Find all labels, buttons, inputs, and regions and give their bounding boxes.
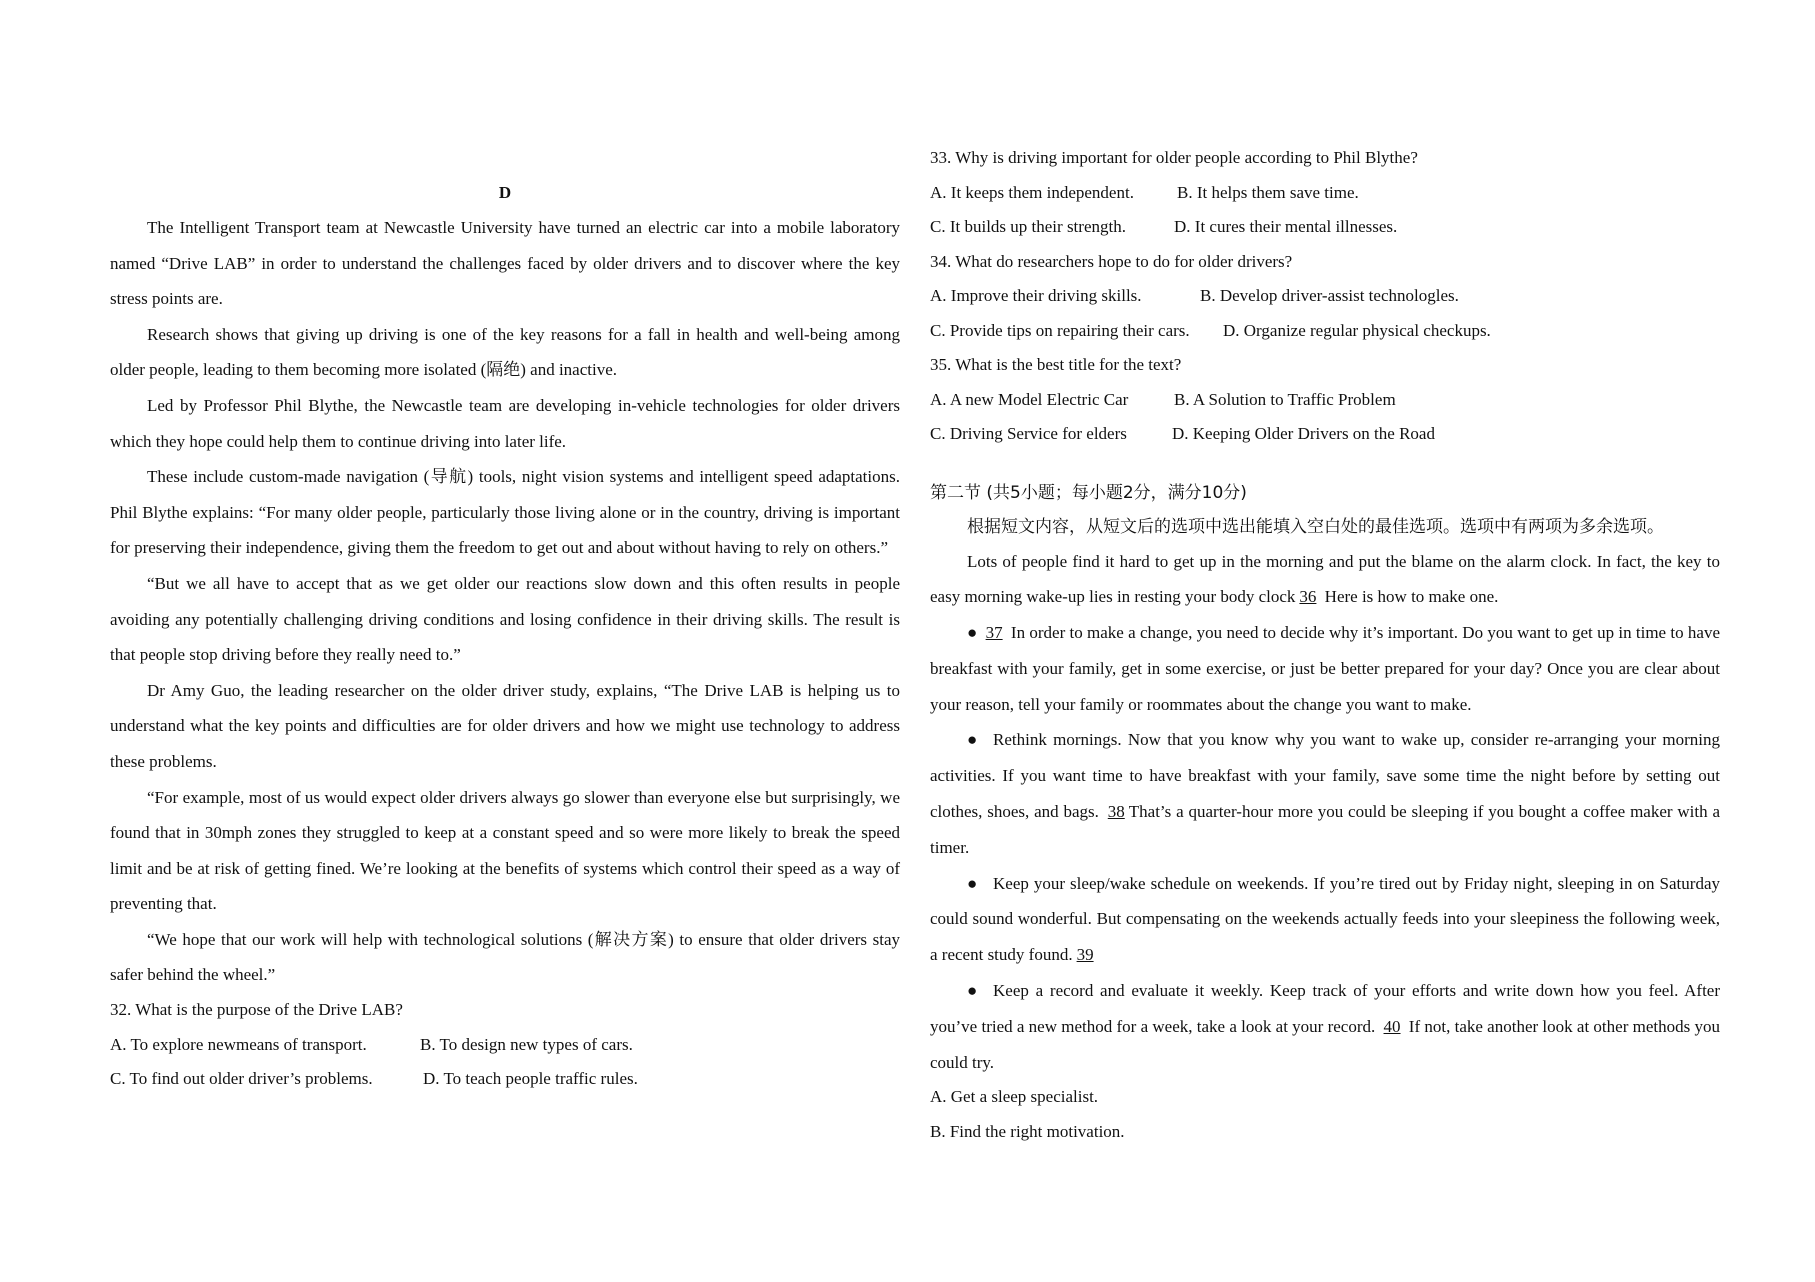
cloze-option-a: A. Get a sleep specialist. — [930, 1087, 1099, 1107]
option-32d: D. To teach people traffic rules. — [423, 1069, 638, 1089]
option-32a: A. To explore newmeans of transport. — [110, 1034, 367, 1054]
option-35d: D. Keeping Older Drivers on the Road — [1172, 424, 1435, 443]
blank-39: 39 — [1076, 945, 1094, 965]
passage-paragraph-5: “But we all have to accept that as we get older our reactions slow down and this often results in people avoiding any potentially challenging driving conditions and losing confidence in their driving skills. The result is that people stop driving before they really need to.” — [110, 573, 900, 665]
option-34d: D. Organize regular physical checkups. — [1223, 320, 1491, 340]
question-32 — [110, 993, 900, 1097]
passage-paragraph-6: Dr Amy Guo, the leading researcher on the older driver study, explains, “The Drive LAB is helping us to understand what the key points and difficulties are for older drivers and how we might use technology to address these problems. — [110, 680, 900, 771]
cloze-option-b: B. Find the right motivation. — [930, 1121, 1125, 1141]
option-32c: C. To find out older driver’s problems. — [110, 1069, 373, 1089]
option-33c: C. It builds up their strength. — [930, 217, 1126, 236]
blank-36: 36 — [1299, 587, 1317, 607]
passage-paragraph-2: Research shows that giving up driving is one of the key reasons for a fall in health and well-being among older people, leading to them becoming more isolated (隔绝) and inactive. — [110, 324, 900, 380]
cloze-bullet-1 — [930, 615, 1720, 722]
cloze-bullet-4 — [930, 973, 1720, 1080]
bullet-dot-icon: ● — [967, 981, 978, 1001]
question-33-stem: 33. Why is driving important for older people according to Phil Blythe? — [930, 148, 1418, 167]
passage-paragraph-8: “We hope that our work will help with technological solutions (解决方案) to ensure that older drivers stay safer behind the wheel.” — [110, 929, 900, 985]
cloze-intro-text-b: Here is how to make one. — [1324, 587, 1499, 607]
blank-38: 38 — [1107, 802, 1125, 822]
right-column — [930, 141, 1720, 1149]
bullet-dot-icon: ● — [967, 730, 978, 750]
question-34-options-row-1 — [930, 279, 1720, 314]
question-34 — [930, 245, 1720, 349]
question-35-options-row-2 — [930, 417, 1720, 452]
passage-paragraph-1: The Intelligent Transport team at Newcastle University have turned an electric car into a mobile laboratory named “Drive LAB” in order to understand the challenges faced by older drivers and to discover where the key stress points are. — [110, 218, 900, 309]
cloze-bullet-3 — [930, 866, 1720, 973]
option-33a: A. It keeps them independent. — [930, 182, 1134, 202]
cloze-bullet-4-text-b: If not, take another look at other methods you could try. — [930, 1016, 1720, 1072]
cloze-intro-text-a: Lots of people find it hard to get up in the morning and put the blame on the alarm clock. In fact, the key to easy morning wake-up lies in resting your body clock — [930, 551, 1720, 607]
section-d-heading: D — [498, 183, 512, 202]
cloze-bullet-3-text: Keep your sleep/wake schedule on weekends. If you’re tired out by Friday night, sleeping in on Saturday could sound wonderful. But compensating on the weekends actually feeds into your sleepiness the following week, a recent study found. — [930, 873, 1720, 965]
passage-paragraph-3: Led by Professor Phil Blythe, the Newcastle team are developing in-vehicle technologies for older drivers which they hope could help them to continue driving into later life. — [110, 395, 900, 451]
cloze-intro-paragraph — [930, 544, 1720, 616]
question-33-options-row-2 — [930, 210, 1720, 245]
passage-paragraph-4: These include custom-made navigation (导航) tools, night vision systems and intelligent speed adaptations. Phil Blythe explains: “For many older people, particularly those living alone or in the country, driving is important for preserving their independence, giving them the freedom to get out and about without having to rely on others.” — [110, 467, 900, 558]
question-34-options-row-2 — [930, 314, 1720, 349]
section-2-instruction: 根据短文内容，从短文后的选项中选出能填入空白处的最佳选项。选项中有两项为多余选项。 — [967, 516, 1664, 537]
cloze-bullet-1-text: In order to make a change, you need to decide why it’s important. Do you want to get up in time to have breakfast with your family, get in some exercise, or just be better prepared for your day? Once you are clear about your reason, tell your family or roommates about the change you want to make. — [930, 623, 1720, 714]
cloze-bullet-4-text-a: Keep a record and evaluate it weekly. Keep track of your efforts and write down how you feel. After you’ve tried a new method for a week, take a look at your record. — [930, 981, 1720, 1036]
option-35b: B. A Solution to Traffic Problem — [1174, 389, 1396, 409]
question-33 — [930, 141, 1720, 245]
option-35c: C. Driving Service for elders — [930, 424, 1127, 443]
passage-paragraph-7: “For example, most of us would expect older drivers always go slower than everyone else but surprisingly, we found that in 30mph zones they struggled to keep at a constant speed and so were more likely to break the speed limit and be at risk of getting fined. We’re looking at the benefits of systems which control their speed as a way of preventing that. — [110, 787, 900, 914]
cloze-bullet-2-text-b: That’s a quarter-hour more you could be sleeping if you bought a coffee maker with a timer. — [930, 802, 1720, 857]
question-35-options-row-1 — [930, 383, 1720, 418]
option-32b: B. To design new types of cars. — [420, 1034, 633, 1054]
option-33d: D. It cures their mental illnesses. — [1174, 217, 1398, 236]
section-2-title: 第二节 (共5小题；每小题2分，满分10分) — [930, 482, 1247, 503]
question-35-stem: 35. What is the best title for the text? — [930, 355, 1182, 374]
blank-40: 40 — [1383, 1016, 1401, 1036]
option-35a: A. A new Model Electric Car — [930, 389, 1129, 409]
question-32-stem: 32. What is the purpose of the Drive LAB? — [110, 1000, 403, 1020]
question-32-options-row-1 — [110, 1028, 900, 1063]
left-column — [110, 140, 900, 1097]
cloze-bullet-2 — [930, 722, 1720, 865]
cloze-bullet-2-text-a: Rethink mornings. Now that you know why you want to wake up, consider re-arranging your morning activities. If you want time to have breakfast with your family, save some time the night before by setting out clothes, shoes, and bags. — [930, 730, 1720, 822]
bullet-dot-icon: ● — [967, 623, 978, 643]
bullet-dot-icon: ● — [967, 873, 978, 893]
question-33-options-row-1 — [930, 176, 1720, 211]
question-34-stem: 34. What do researchers hope to do for older drivers? — [930, 251, 1293, 271]
option-34c: C. Provide tips on repairing their cars. — [930, 320, 1190, 340]
option-33b: B. It helps them save time. — [1177, 182, 1359, 202]
blank-37: 37 — [985, 623, 1003, 643]
question-32-options-row-2 — [110, 1062, 900, 1097]
question-35 — [930, 348, 1720, 452]
option-34b: B. Develop driver-assist technologles. — [1200, 286, 1459, 305]
option-34a: A. Improve their driving skills. — [930, 286, 1142, 305]
